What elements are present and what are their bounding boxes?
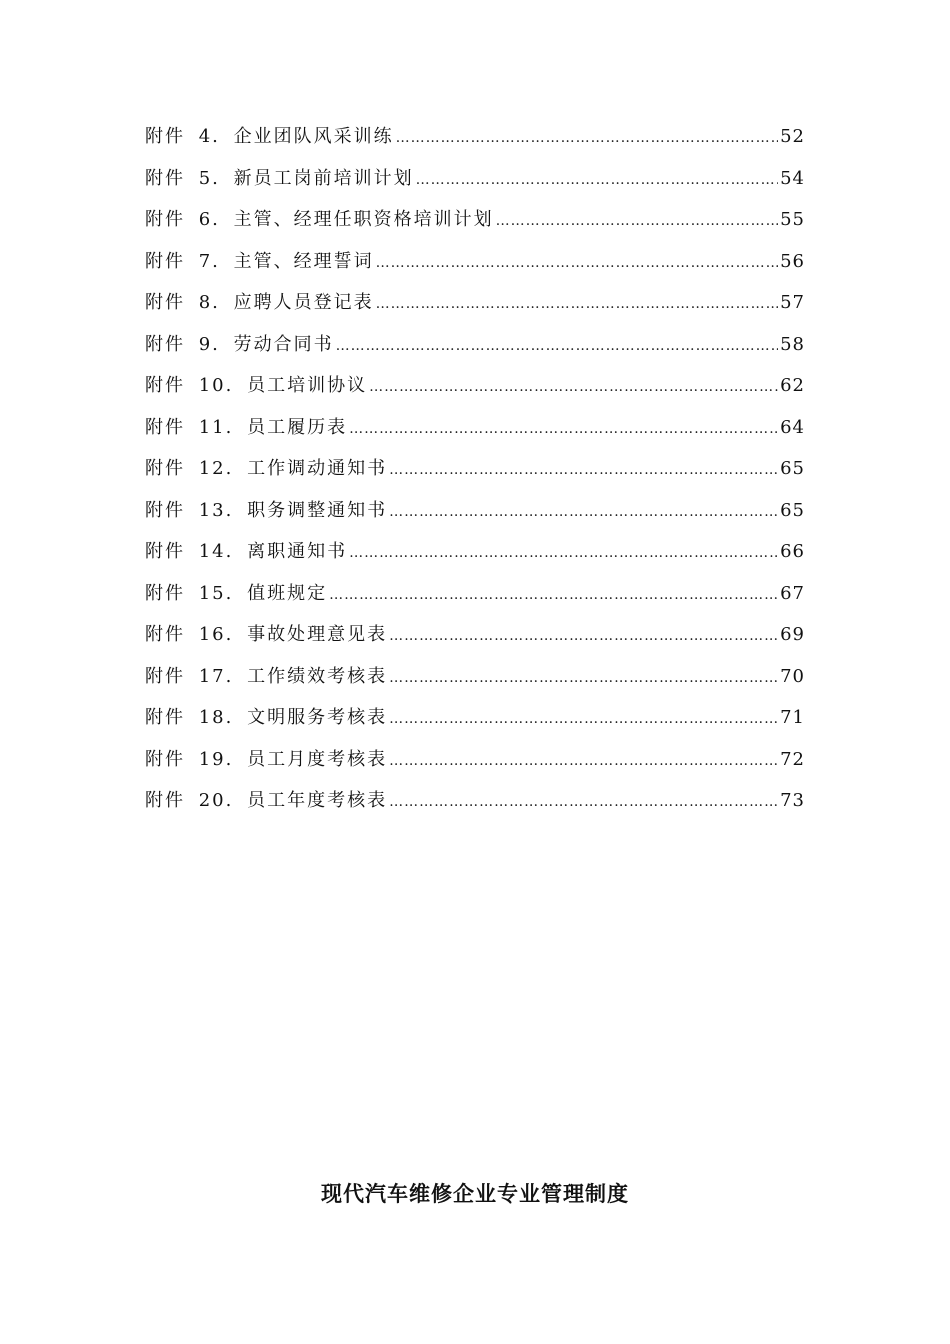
toc-entry[interactable]: [145, 330, 805, 372]
toc-leader-dots: [349, 545, 778, 561]
toc-leader-dots: [336, 338, 778, 354]
toc-entry-label: 附件 13. 职务调整通知书: [145, 499, 388, 521]
toc-entry-page: 55: [780, 209, 805, 230]
toc-entry-label: 附件 14. 离职通知书: [145, 541, 348, 562]
toc-entry[interactable]: [145, 579, 805, 621]
toc-leader-dots: [389, 670, 778, 686]
toc-entry-page: 70: [780, 665, 805, 687]
toc-entry[interactable]: [145, 745, 805, 787]
toc-entry-page: 58: [780, 333, 805, 355]
toc-entry-label: 附件 19. 员工月度考核表: [145, 748, 388, 770]
toc-entry[interactable]: [145, 247, 805, 289]
toc-entry-label: 附件 15. 值班规定: [145, 582, 328, 604]
toc-entry-page: 54: [780, 167, 805, 189]
toc-entry[interactable]: [145, 496, 805, 538]
toc-entry[interactable]: [145, 122, 805, 164]
toc-leader-dots: [396, 130, 778, 146]
toc-entry-page: 62: [780, 375, 805, 396]
toc-entry-page: 65: [780, 499, 805, 521]
toc-entry[interactable]: [145, 205, 805, 247]
toc-entry-page: 56: [780, 250, 805, 272]
toc-leader-dots: [349, 421, 778, 437]
toc-entry[interactable]: [145, 454, 805, 496]
toc-leader-dots: [416, 172, 778, 188]
toc-entry-label: 附件 4. 企业团队风采训练: [145, 126, 394, 147]
toc-leader-dots: [329, 587, 778, 603]
toc-entry-page: 66: [780, 541, 805, 562]
toc-entry[interactable]: [145, 288, 805, 330]
toc-entry-page: 69: [780, 624, 805, 645]
toc-entry-page: 64: [780, 416, 805, 438]
toc-entry-page: 57: [780, 292, 805, 313]
toc-entry-label: 附件 17. 工作绩效考核表: [145, 665, 388, 687]
toc-leader-dots: [496, 213, 778, 229]
toc-entry-label: 附件 5. 新员工岗前培训计划: [145, 167, 414, 189]
toc-entry-page: 71: [780, 707, 805, 728]
toc-entry[interactable]: [145, 703, 805, 745]
toc-entry[interactable]: [145, 620, 805, 662]
toc-entry-page: 65: [780, 458, 805, 479]
toc-entry-label: 附件 20. 员工年度考核表: [145, 790, 388, 811]
toc-leader-dots: [389, 794, 778, 810]
toc-entry-label: 附件 8. 应聘人员登记表: [145, 292, 374, 313]
toc-entry-page: 67: [780, 582, 805, 604]
toc-entry-page: 72: [780, 748, 805, 770]
document-title: 现代汽车维修企业专业管理制度: [321, 1182, 629, 1206]
toc-entry-label: 附件 7. 主管、经理誓词: [145, 250, 374, 272]
toc-entry-label: 附件 11. 员工履历表: [145, 416, 348, 438]
toc-entry[interactable]: [145, 164, 805, 206]
toc-entry-label: 附件 10. 员工培训协议: [145, 375, 368, 396]
toc-leader-dots: [389, 753, 778, 769]
toc-leader-dots: [376, 255, 778, 271]
toc-entry[interactable]: [145, 537, 805, 579]
toc-entry-label: 附件 12. 工作调动通知书: [145, 458, 388, 479]
toc-entry-label: 附件 6. 主管、经理任职资格培训计划: [145, 209, 494, 230]
toc-entry-page: 52: [780, 126, 805, 147]
toc-leader-dots: [389, 628, 778, 644]
toc-leader-dots: [376, 296, 778, 312]
toc-entry[interactable]: [145, 662, 805, 704]
table-of-contents: [145, 122, 805, 828]
toc-leader-dots: [389, 711, 778, 727]
toc-leader-dots: [389, 504, 778, 520]
toc-entry[interactable]: [145, 413, 805, 455]
toc-entry-label: 附件 16. 事故处理意见表: [145, 624, 388, 645]
toc-entry-label: 附件 18. 文明服务考核表: [145, 707, 388, 728]
toc-entry-label: 附件 9. 劳动合同书: [145, 333, 334, 355]
toc-entry-page: 73: [780, 790, 805, 811]
toc-entry[interactable]: [145, 371, 805, 413]
toc-leader-dots: [389, 462, 778, 478]
toc-leader-dots: [369, 379, 778, 395]
toc-entry[interactable]: [145, 786, 805, 828]
